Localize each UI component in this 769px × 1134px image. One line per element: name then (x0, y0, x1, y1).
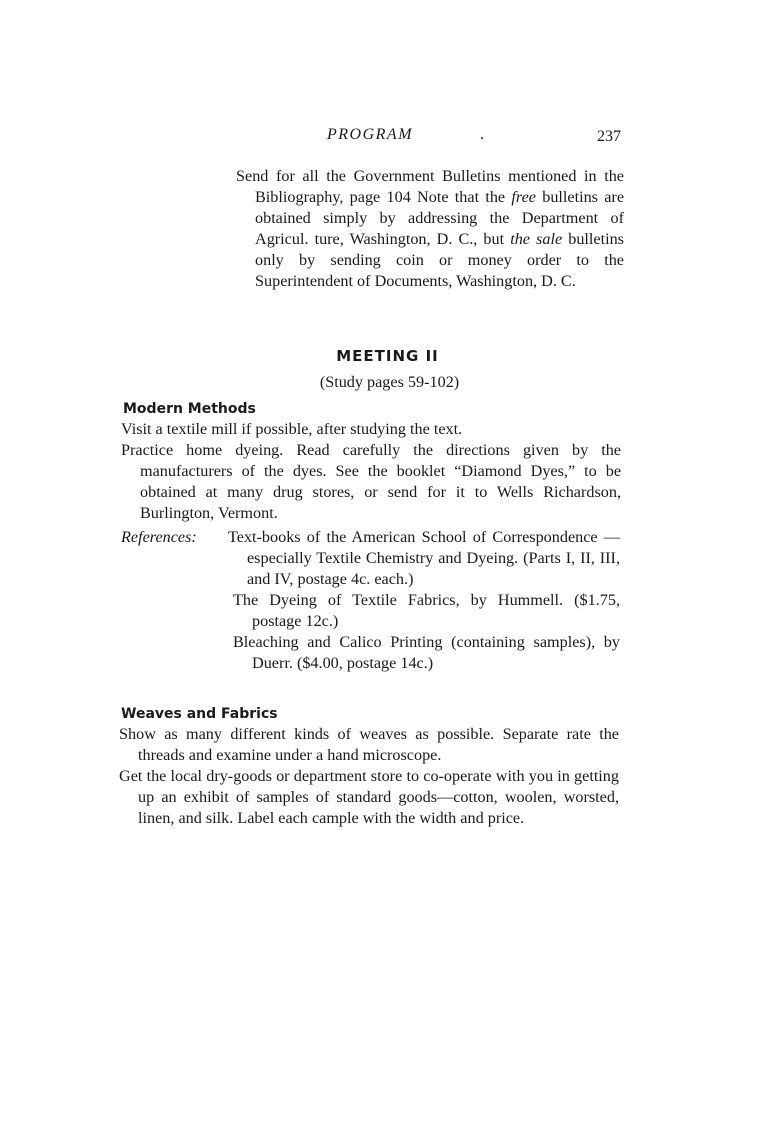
reference-item: Text-books of the American School of Correspondence — especially Textile Chemistry and Dyeing. (Parts I, II, III, and IV, postage 4c. each.) (228, 528, 620, 588)
intro-paragraph (236, 166, 624, 292)
running-head-separator: . (480, 126, 484, 143)
weaves-fabrics-items (119, 724, 619, 829)
list-item: Practice home dyeing. Read carefully the directions given by the manufacturers of the dyes. See the booklet “Diamond Dyes,” to be obtained at many drug stores, or send for it to Wells Richardson, Burlington, Vermont. (121, 441, 621, 522)
intro-text (236, 166, 624, 292)
intro-text-part-2: bulletins are obtained simply by addressing the Department of Agricul. ture, Washington, D. C., but (255, 188, 624, 248)
intro-text-part-1: Send for all the Government Bulletins mentioned in the Bibliography, page 104 Note that the (236, 167, 624, 206)
list-item: Get the local dry-goods or department store to co-operate with you in getting up an exhibit of samples of standard goods—cotton, woolen, worsted, linen, and silk. Label each cample with the width and price. (119, 767, 619, 827)
weaves-fabrics-heading: Weaves and Fabrics (121, 706, 278, 722)
modern-methods-heading: Modern Methods (123, 401, 256, 417)
list-item: Show as many different kinds of weaves as possible. Separate rate the threads and examine under a hand microscope. (119, 725, 619, 764)
meeting-subtitle: (Study pages 59-102) (319, 373, 460, 391)
intro-free-emphasis: free (511, 188, 536, 206)
list-item: Visit a textile mill if possible, after studying the text. (121, 420, 463, 438)
intro-sale-emphasis: the sale (510, 230, 563, 248)
running-head-title: PROGRAM (327, 126, 414, 143)
modern-methods-items (121, 419, 621, 524)
intro-text-part-3: bulletins only by sending coin or money order to the Superintendent of Documents, Washington, D. C. (255, 230, 624, 290)
references-list (228, 527, 620, 674)
reference-item: The Dyeing of Textile Fabrics, by Hummell. ($1.75, postage 12c.) (233, 591, 620, 630)
meeting-title: MEETING II (336, 347, 439, 365)
page-number: 237 (597, 128, 621, 145)
reference-item: Bleaching and Calico Printing (containing samples), by Duerr. ($4.00, postage 14c.) (233, 633, 620, 672)
references-label: References: (121, 528, 197, 546)
